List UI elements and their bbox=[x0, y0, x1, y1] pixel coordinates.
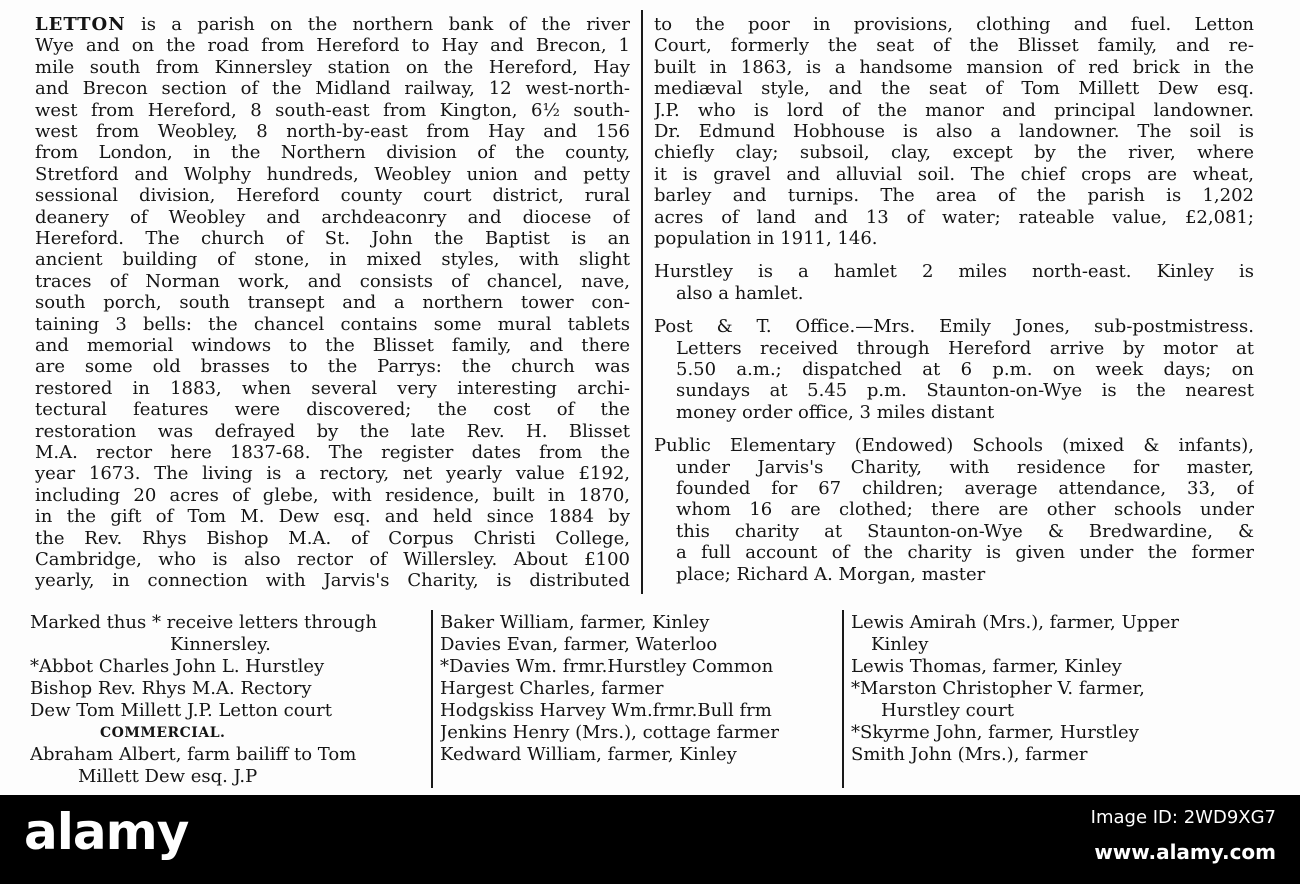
text-line: Dew Tom Millett J.P. Letton court bbox=[30, 700, 333, 721]
text-line: 5.50 a.m.; dispatched at 6 p.m. on week days; on bbox=[676, 359, 1254, 380]
text-line: also a hamlet. bbox=[676, 283, 804, 304]
text-line: it is gravel and alluvial soil. The chief crops are wheat, bbox=[654, 164, 1254, 185]
text-line: M.A. rector here 1837-68. The register dates from the bbox=[35, 442, 630, 463]
text-line: Kedward William, farmer, Kinley bbox=[440, 744, 737, 765]
text-line: money order office, 3 miles distant bbox=[676, 402, 995, 423]
parish-description-column bbox=[35, 14, 630, 594]
text-line: a full account of the charity is given under the former bbox=[676, 542, 1254, 563]
text-line: traces of Norman work, and consists of chancel, nave, bbox=[35, 271, 630, 292]
text-line: J.P. who is lord of the manor and principal landowner. bbox=[654, 100, 1254, 121]
text-line: founded for 67 children; average attendance, 33, of bbox=[676, 478, 1254, 499]
text-line: sessional division, Hereford county court district, rural bbox=[35, 185, 630, 206]
text-line: including 20 acres of glebe, with residence, built in 1870, bbox=[35, 485, 630, 506]
column-rule-top bbox=[641, 10, 643, 594]
text-line: Kinley bbox=[871, 634, 929, 655]
directory-rule-1 bbox=[431, 610, 433, 788]
text-line: Smith John (Mrs.), farmer bbox=[851, 744, 1088, 765]
directory-rule-2 bbox=[842, 610, 844, 788]
text-line: Millett Dew esq. J.P bbox=[78, 766, 258, 787]
text-line: acres of land and 13 of water; rateable value, £2,081; bbox=[654, 207, 1254, 228]
text-line: Lewis Amirah (Mrs.), farmer, Upper bbox=[851, 612, 1179, 633]
parish-details-column bbox=[654, 14, 1254, 594]
image-id: Image ID: 2WD9XG7 bbox=[1090, 807, 1276, 828]
text-line: the Rev. Rhys Bishop M.A. of Corpus Christi College, bbox=[35, 528, 630, 549]
text-line: Public Elementary (Endowed) Schools (mixed & infants), bbox=[654, 435, 1254, 456]
text-line: Hurstley is a hamlet 2 miles north-east. Kinley is bbox=[654, 261, 1254, 282]
text-line: Davies Evan, farmer, Waterloo bbox=[440, 634, 718, 655]
text-line: to the poor in provisions, clothing and fuel. Letton bbox=[654, 14, 1254, 35]
text-line: Hodgskiss Harvey Wm.frmr.Bull frm bbox=[440, 700, 772, 721]
text-line: Cambridge, who is also rector of Willersley. About £100 bbox=[35, 549, 630, 570]
text-line: west from Hereford, 8 south-east from Kington, 6½ south- bbox=[35, 100, 630, 121]
text-line: built in 1863, is a handsome mansion of red brick in the bbox=[654, 57, 1254, 78]
text-line: population in 1911, 146. bbox=[654, 228, 878, 249]
text-line: Bishop Rev. Rhys M.A. Rectory bbox=[30, 678, 312, 699]
text-line: *Davies Wm. frmr.Hurstley Common bbox=[440, 656, 774, 677]
watermark-banner bbox=[0, 795, 1300, 884]
text-line: Hargest Charles, farmer bbox=[440, 678, 664, 699]
text-line: tectural features were discovered; the cost of the bbox=[35, 399, 630, 420]
text-line: Dr. Edmund Hobhouse is also a landowner. The soil is bbox=[654, 121, 1254, 142]
text-line: Court, formerly the seat of the Blisset family, and re- bbox=[654, 35, 1254, 56]
text-line: deanery of Weobley and archdeaconry and diocese of bbox=[35, 207, 630, 228]
text-line: and memorial windows to the Blisset family, and there bbox=[35, 335, 630, 356]
text-line-content: is a parish on the northern bank of the river bbox=[125, 14, 630, 35]
text-line: Post & T. Office.—Mrs. Emily Jones, sub-postmistress. bbox=[654, 316, 1254, 337]
text-line: are some old brasses to the Parrys: the church was bbox=[35, 356, 630, 377]
text-line: restored in 1883, when several very interesting archi- bbox=[35, 378, 630, 399]
text-line: west from Weobley, 8 north-by-east from Hay and 156 bbox=[35, 121, 630, 142]
text-line: Kinnersley. bbox=[170, 634, 271, 655]
text-line: Lewis Thomas, farmer, Kinley bbox=[851, 656, 1122, 677]
text-line: COMMERCIAL. bbox=[100, 725, 226, 741]
text-line: south porch, south transept and a northern tower con- bbox=[35, 292, 630, 313]
text-line: mediæval style, and the seat of Tom Millett Dew esq. bbox=[654, 78, 1254, 99]
text-line: sundays at 5.45 p.m. Staunton-on-Wye is the nearest bbox=[676, 380, 1254, 401]
text-line: Letters received through Hereford arrive by motor at bbox=[676, 338, 1254, 359]
text-line: from London, in the Northern division of the county, bbox=[35, 142, 630, 163]
directory-column-farmers-a bbox=[440, 612, 838, 788]
text-line: this charity at Staunton-on-Wye & Bredwardine, & bbox=[676, 521, 1254, 542]
text-line: mile south from Kinnersley station on the Hereford, Hay bbox=[35, 57, 630, 78]
text-line: Stretford and Wolphy hundreds, Weobley union and petty bbox=[35, 164, 630, 185]
directory-column-farmers-b bbox=[851, 612, 1249, 788]
text-line: Abraham Albert, farm bailiff to Tom bbox=[30, 744, 357, 765]
text-line: *Abbot Charles John L. Hurstley bbox=[30, 656, 325, 677]
directory-column-private bbox=[30, 612, 425, 788]
alamy-logo: alamy bbox=[24, 803, 189, 861]
text-line: taining 3 bells: the chancel contains some mural tablets bbox=[35, 314, 630, 335]
text-line: ancient building of stone, in mixed styles, with slight bbox=[35, 249, 630, 270]
text-line bbox=[35, 14, 630, 36]
text-line: yearly, in connection with Jarvis's Charity, is distributed bbox=[35, 570, 630, 591]
text-line: *Skyrme John, farmer, Hurstley bbox=[851, 722, 1139, 743]
text-line: Marked thus * receive letters through bbox=[30, 612, 378, 633]
text-line: Hereford. The church of St. John the Baptist is an bbox=[35, 228, 630, 249]
text-line: under Jarvis's Charity, with residence for master, bbox=[676, 457, 1254, 478]
text-line: Hurstley court bbox=[881, 700, 1015, 721]
text-line: *Marston Christopher V. farmer, bbox=[851, 678, 1145, 699]
text-line: Jenkins Henry (Mrs.), cottage farmer bbox=[440, 722, 779, 743]
text-line: year 1673. The living is a rectory, net yearly value £192, bbox=[35, 463, 630, 484]
text-line: restoration was defrayed by the late Rev. H. Blisset bbox=[35, 421, 630, 442]
text-line: Wye and on the road from Hereford to Hay and Brecon, 1 bbox=[35, 35, 630, 56]
text-line: place; Richard A. Morgan, master bbox=[676, 564, 986, 585]
text-line: in the gift of Tom M. Dew esq. and held since 1884 by bbox=[35, 506, 630, 527]
text-line: Baker William, farmer, Kinley bbox=[440, 612, 710, 633]
text-line: barley and turnips. The area of the parish is 1,202 bbox=[654, 185, 1254, 206]
watermark-url: www.alamy.com bbox=[1094, 840, 1276, 864]
text-line: chiefly clay; subsoil, clay, except by the river, where bbox=[654, 142, 1254, 163]
text-line: and Brecon section of the Midland railway, 12 west-north- bbox=[35, 78, 630, 99]
parish-name: LETTON bbox=[35, 14, 126, 35]
text-line: whom 16 are clothed; there are other schools under bbox=[676, 499, 1254, 520]
